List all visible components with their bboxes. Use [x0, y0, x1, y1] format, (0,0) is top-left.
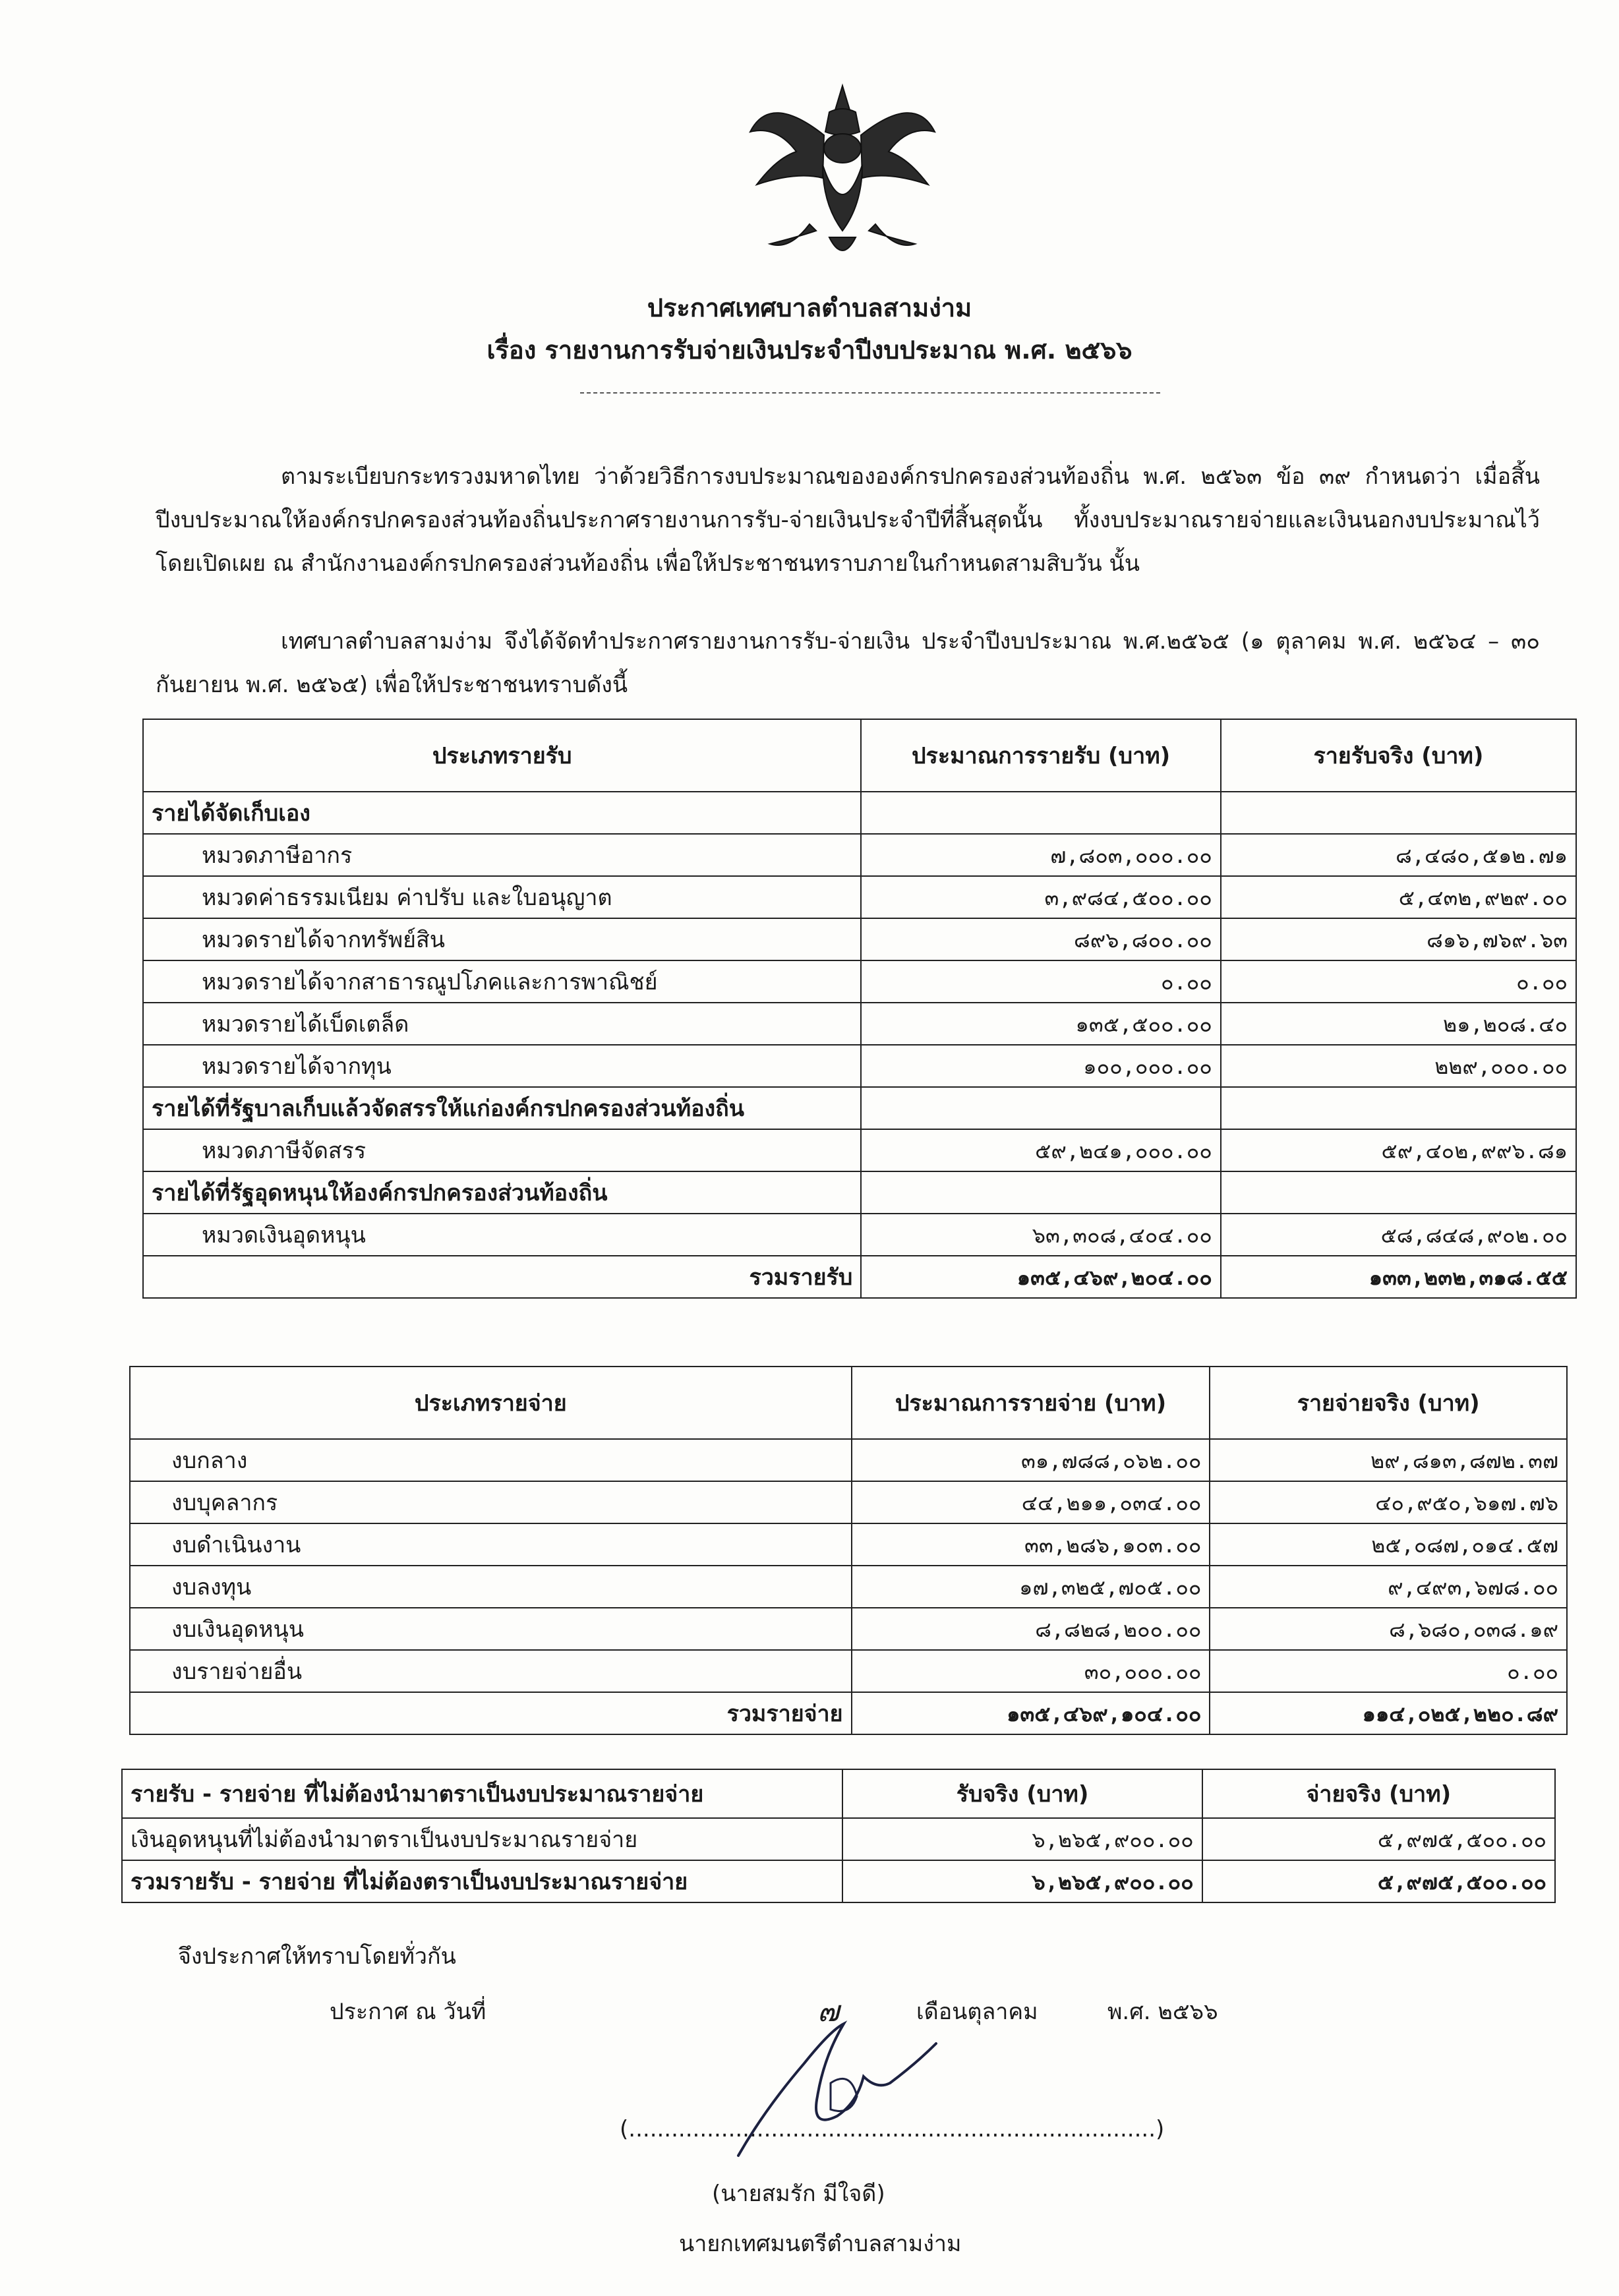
column-header: ประมาณการรายจ่าย (บาท) [852, 1367, 1210, 1439]
row-label: หมวดค่าธรรมเนียม ค่าปรับ และใบอนุญาต [143, 876, 861, 918]
total-row [143, 1256, 1576, 1298]
total-received: ๖,๒๖๕,๙๐๐.๐๐ [842, 1860, 1202, 1902]
table-row [143, 834, 1576, 876]
table-row [130, 1523, 1567, 1566]
total-row [130, 1692, 1567, 1734]
paragraph-2-text: เทศบาลตำบลสามง่าม จึงได้จัดทำประกาศรายงานการรับ-จ่ายเงิน ประจำปีงบประมาณ พ.ศ.๒๕๖๕ (๑ ตุลาคม พ.ศ. ๒๕๖๔ – ๓๐ กันยายน พ.ศ. ๒๕๖๕) เพื่อให้ประชาชนทราบดังนี้ [156, 628, 1540, 698]
date-day: ๗ [817, 1995, 840, 2028]
row-label: หมวดรายได้จากสาธารณูปโภคและการพาณิชย์ [143, 960, 861, 1003]
received-cell: ๖,๒๖๕,๙๐๐.๐๐ [842, 1818, 1202, 1860]
table-row [130, 1439, 1567, 1481]
column-header: รับจริง (บาท) [842, 1769, 1202, 1818]
row-label: หมวดรายได้เบ็ดเตล็ด [143, 1003, 861, 1045]
column-header: รายรับ - รายจ่าย ที่ไม่ต้องนำมาตราเป็นงบประมาณรายจ่าย [122, 1769, 842, 1818]
total-actual: ๑๑๔,๐๒๕,๒๒๐.๘๙ [1210, 1692, 1567, 1734]
actual-cell: ๒๕,๐๘๗,๐๑๔.๕๗ [1210, 1523, 1567, 1566]
table-row [130, 1650, 1567, 1692]
actual-cell: ๕๙,๔๐๒,๙๙๖.๘๑ [1221, 1129, 1576, 1171]
table-row [143, 918, 1576, 960]
signatory-name: (นายสมรัก มีใจดี) [712, 2181, 885, 2207]
estimate-cell [861, 1087, 1220, 1129]
estimate-cell: ๓,๙๘๔,๕๐๐.๐๐ [861, 876, 1220, 918]
estimate-cell: ๗,๘๐๓,๐๐๐.๐๐ [861, 834, 1220, 876]
row-label: รายได้ที่รัฐบาลเก็บแล้วจัดสรรให้แก่องค์กรปกครองส่วนท้องถิ่น [143, 1087, 861, 1129]
estimate-cell: ๘๙๖,๘๐๐.๐๐ [861, 918, 1220, 960]
paid-cell: ๕,๙๗๕,๕๐๐.๐๐ [1202, 1818, 1555, 1860]
garuda-emblem-icon [730, 73, 955, 270]
paragraph-announcement [156, 620, 1540, 707]
actual-cell: ๕๘,๘๔๘,๙๐๒.๐๐ [1221, 1214, 1576, 1256]
estimate-cell: ๕๙,๒๔๑,๐๐๐.๐๐ [861, 1129, 1220, 1171]
table-row [143, 1171, 1576, 1214]
actual-cell: ๐.๐๐ [1210, 1650, 1567, 1692]
paragraph-regulation [156, 455, 1540, 585]
paragraph-1-text: ตามระเบียบกระทรวงมหาดไทย ว่าด้วยวิธีการงบประมาณขององค์กรปกครองส่วนท้องถิ่น พ.ศ. ๒๕๖๓ ข้อ ๓๙ กำหนดว่า เมื่อสิ้นปีงบประมาณให้องค์กรปกครองส่วนท้องถิ่นประกาศรายงานการรับ-จ่ายเงินประจำปีที่สิ้นสุดนั้น ทั้งงบประมาณรายจ่ายและเงินนอกงบประมาณไว้โดยเปิดเผย ณ สำนักงานองค์กรปกครองส่วนท้องถิ่น เพื่อให้ประชาชนทราบภายในกำหนดสามสิบวัน นั้น [156, 463, 1540, 577]
column-header: รายจ่ายจริง (บาท) [1210, 1367, 1567, 1439]
table-row [143, 1045, 1576, 1087]
announcement-date [330, 1993, 1218, 2029]
row-label: งบกลาง [130, 1439, 852, 1481]
actual-cell: ๐.๐๐ [1221, 960, 1576, 1003]
column-header: ประเภทรายจ่าย [130, 1367, 852, 1439]
table-row [143, 1003, 1576, 1045]
estimate-cell: ๓๓,๒๘๖,๑๐๓.๐๐ [852, 1523, 1210, 1566]
signatory-position: นายกเทศมนตรีตำบลสามง่าม [679, 2231, 962, 2257]
actual-cell: ๔๐,๙๕๐,๖๑๗.๗๖ [1210, 1481, 1567, 1523]
estimate-cell: ๓๐,๐๐๐.๐๐ [852, 1650, 1210, 1692]
actual-cell: ๘,๔๘๐,๕๑๒.๗๑ [1221, 834, 1576, 876]
row-label: หมวดภาษีอากร [143, 834, 861, 876]
row-label: หมวดภาษีจัดสรร [143, 1129, 861, 1171]
date-prefix: ประกาศ ณ วันที่ [330, 1999, 486, 2025]
document-title: ประกาศเทศบาลตำบลสามง่าม [647, 293, 972, 322]
estimate-cell: ๘,๘๒๘,๒๐๐.๐๐ [852, 1608, 1210, 1650]
row-label: รายได้จัดเก็บเอง [143, 792, 861, 834]
row-label: เงินอุดหนุนที่ไม่ต้องนำมาตราเป็นงบประมาณรายจ่าย [122, 1818, 842, 1860]
table-row [143, 960, 1576, 1003]
actual-cell: ๕,๔๓๒,๙๒๙.๐๐ [1221, 876, 1576, 918]
date-month: เดือนตุลาคม [916, 1999, 1038, 2025]
off-budget-header-row [122, 1769, 1555, 1818]
off-budget-table [121, 1769, 1556, 1903]
row-label: รายได้ที่รัฐอุดหนุนให้องค์กรปกครองส่วนท้องถิ่น [143, 1171, 861, 1214]
actual-cell [1221, 1171, 1576, 1214]
total-actual: ๑๓๓,๒๓๒,๓๑๘.๕๕ [1221, 1256, 1576, 1298]
row-label: หมวดรายได้จากทุน [143, 1045, 861, 1087]
total-label: รวมรายรับ - รายจ่าย ที่ไม่ต้องตราเป็นงบประมาณรายจ่าย [122, 1860, 842, 1902]
estimate-cell: ๑๐๐,๐๐๐.๐๐ [861, 1045, 1220, 1087]
table-row [143, 1214, 1576, 1256]
total-label: รวมรายจ่าย [130, 1692, 852, 1734]
income-table [142, 719, 1577, 1299]
table-row [143, 1087, 1576, 1129]
income-header-row [143, 719, 1576, 792]
row-label: งบรายจ่ายอื่น [130, 1650, 852, 1692]
estimate-cell: ๔๔,๒๑๑,๐๓๔.๐๐ [852, 1481, 1210, 1523]
actual-cell [1221, 1087, 1576, 1129]
table-row [130, 1608, 1567, 1650]
handwritten-signature-icon [725, 2004, 949, 2169]
row-label: หมวดเงินอุดหนุน [143, 1214, 861, 1256]
document-subject: เรื่อง รายงานการรับจ่ายเงินประจำปีงบประมาณ พ.ศ. ๒๕๖๖ [486, 336, 1133, 365]
row-label: งบเงินอุดหนุน [130, 1608, 852, 1650]
estimate-cell [861, 1171, 1220, 1214]
row-label: งบดำเนินงาน [130, 1523, 852, 1566]
column-header: รายรับจริง (บาท) [1221, 719, 1576, 792]
title-divider [580, 392, 1160, 394]
table-row [130, 1481, 1567, 1523]
column-header: ประมาณการรายรับ (บาท) [861, 719, 1220, 792]
row-label: งบบุคลากร [130, 1481, 852, 1523]
estimate-cell: ๖๓,๓๐๘,๔๐๔.๐๐ [861, 1214, 1220, 1256]
actual-cell: ๘,๖๘๐,๐๓๘.๑๙ [1210, 1608, 1567, 1650]
total-paid: ๕,๙๗๕,๕๐๐.๐๐ [1202, 1860, 1555, 1902]
row-label: หมวดรายได้จากทรัพย์สิน [143, 918, 861, 960]
total-estimate: ๑๓๕,๔๖๙,๒๐๔.๐๐ [861, 1256, 1220, 1298]
actual-cell: ๘๑๖,๗๖๙.๖๓ [1221, 918, 1576, 960]
row-label: งบลงทุน [130, 1566, 852, 1608]
date-year: พ.ศ. ๒๕๖๖ [1107, 1999, 1218, 2025]
total-row [122, 1860, 1555, 1902]
table-row [122, 1818, 1555, 1860]
table-row [130, 1566, 1567, 1608]
table-row [143, 792, 1576, 834]
signature-line: (..........................................................................) [620, 2116, 1165, 2142]
estimate-cell: ๓๑,๗๘๘,๐๖๒.๐๐ [852, 1439, 1210, 1481]
estimate-cell: ๑๓๕,๕๐๐.๐๐ [861, 1003, 1220, 1045]
actual-cell [1221, 792, 1576, 834]
column-header: ประเภทรายรับ [143, 719, 861, 792]
expense-header-row [130, 1367, 1567, 1439]
table-row [143, 876, 1576, 918]
actual-cell: ๙,๔๙๓,๖๗๘.๐๐ [1210, 1566, 1567, 1608]
estimate-cell [861, 792, 1220, 834]
total-label: รวมรายรับ [143, 1256, 861, 1298]
table-row [143, 1129, 1576, 1171]
actual-cell: ๒๒๙,๐๐๐.๐๐ [1221, 1045, 1576, 1087]
column-header: จ่ายจริง (บาท) [1202, 1769, 1555, 1818]
estimate-cell: ๐.๐๐ [861, 960, 1220, 1003]
estimate-cell: ๑๗,๓๒๕,๗๐๕.๐๐ [852, 1566, 1210, 1608]
closing-statement: จึงประกาศให้ทราบโดยทั่วกัน [178, 1943, 456, 1970]
actual-cell: ๒๑,๒๐๘.๔๐ [1221, 1003, 1576, 1045]
actual-cell: ๒๙,๘๑๓,๘๗๒.๓๗ [1210, 1439, 1567, 1481]
total-estimate: ๑๓๕,๔๖๙,๑๐๔.๐๐ [852, 1692, 1210, 1734]
expense-table [129, 1366, 1568, 1735]
